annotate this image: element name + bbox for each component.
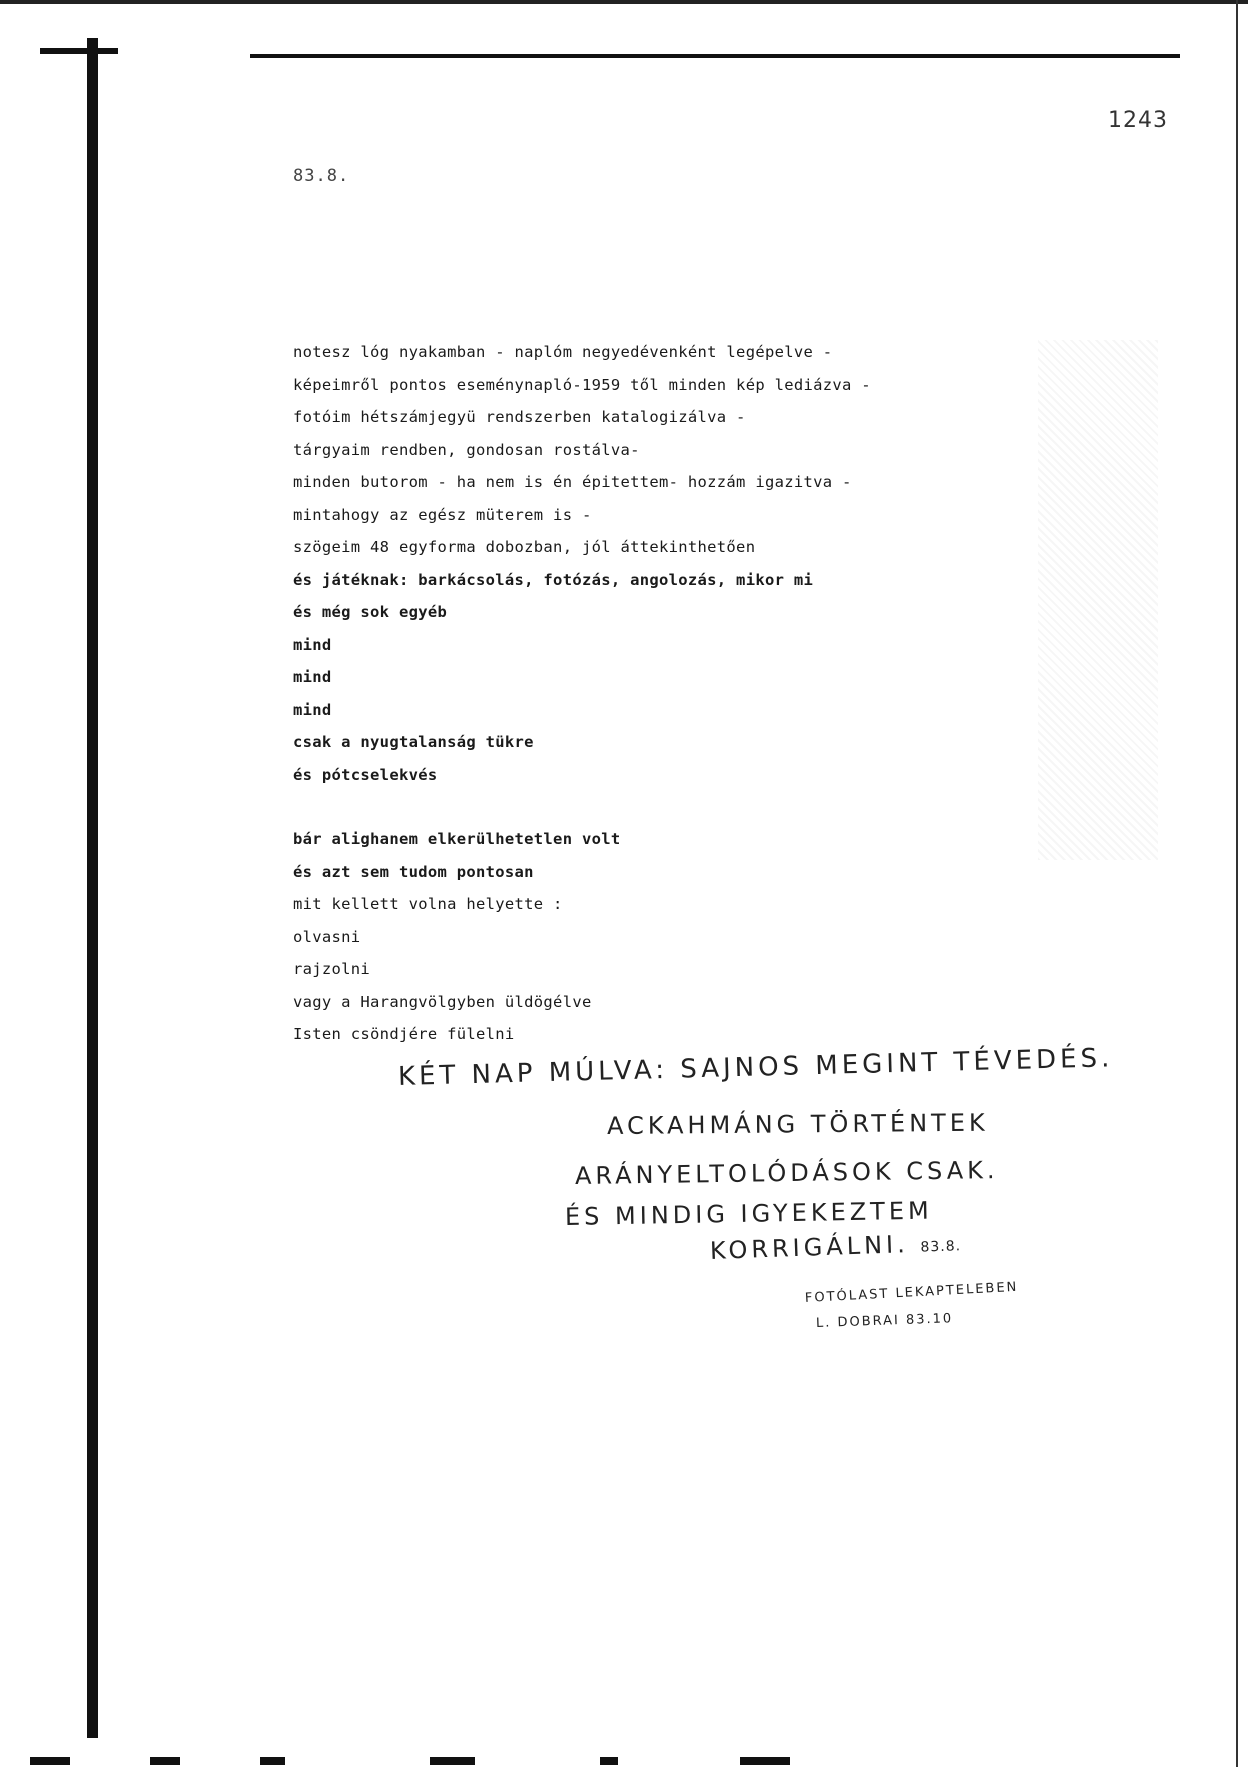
poem-line: csak a nyugtalanság tükre: [293, 733, 534, 751]
poem-line: mind: [293, 700, 332, 719]
scan-noise: [1038, 340, 1158, 860]
page-number: 1243: [1108, 108, 1168, 133]
binding-bar: [87, 38, 98, 1738]
handwritten-note-date: 83.8.: [920, 1238, 962, 1256]
poem-line: notesz lóg nyakamban - naplóm negyedévenként legépelve -: [293, 343, 833, 361]
scan-bottom-marks: [0, 1755, 1248, 1767]
handwritten-annotation: FOTÓLAST LEKAPTELEBEN: [804, 1279, 1019, 1306]
poem-line: és játéknak: barkácsolás, fotózás, angolozás, mikor mi: [293, 570, 814, 589]
scan-top-edge: [0, 0, 1248, 4]
handwritten-note-text: KORRIGÁLNI.: [709, 1230, 910, 1265]
top-rule: [250, 54, 1180, 58]
handwritten-note-line: [710, 1228, 962, 1265]
poem-line: szögeim 48 egyforma dobozban, jól áttekinthetően: [293, 538, 756, 556]
poem-line: vagy a Harangvölgyben üldögélve: [293, 992, 592, 1011]
poem-line: Isten csöndjére fülelni: [293, 1025, 515, 1043]
poem-line: mit kellett volna helyette :: [293, 895, 563, 913]
poem-line: fotóim hétszámjegyü rendszerben katalogizálva -: [293, 408, 746, 426]
handwritten-note-line: ACKAHMÁNG TÖRTÉNTEK: [606, 1108, 989, 1140]
poem-line: rajzolni: [293, 960, 371, 978]
poem-line: minden butorom - ha nem is én épitettem- hozzám igazitva -: [293, 473, 852, 491]
poem-line: mind: [293, 635, 332, 654]
handwritten-annotation: L. DOBRAI 83.10: [815, 1311, 954, 1331]
reference-code: 83.8.: [293, 166, 350, 186]
poem-line: mind: [293, 668, 332, 686]
binding-tick: [40, 48, 118, 54]
scan-right-edge: [1236, 0, 1238, 1767]
poem-line: és azt sem tudom pontosan: [293, 862, 534, 881]
poem-line: és még sok egyéb: [293, 603, 448, 621]
poem-line: és pótcselekvés: [293, 765, 438, 784]
poem: [293, 336, 871, 1051]
poem-line: bár alighanem elkerülhetetlen volt: [293, 830, 621, 848]
handwritten-note-line: KÉT NAP MÚLVA: SAJNOS MEGINT TÉVEDÉS.: [397, 1043, 1114, 1092]
stanza-break: [293, 791, 871, 823]
handwritten-note-line: ÉS MINDIG IGYEKEZTEM: [564, 1196, 933, 1231]
handwritten-note-line: ARÁNYELTOLÓDÁSOK CSAK.: [574, 1156, 999, 1190]
poem-line: olvasni: [293, 927, 361, 946]
poem-line: mintahogy az egész müterem is -: [293, 505, 592, 524]
poem-line: képeimről pontos eseménynapló-1959 től minden kép lediázva -: [293, 375, 871, 394]
poem-line: tárgyaim rendben, gondosan rostálva-: [293, 440, 640, 459]
